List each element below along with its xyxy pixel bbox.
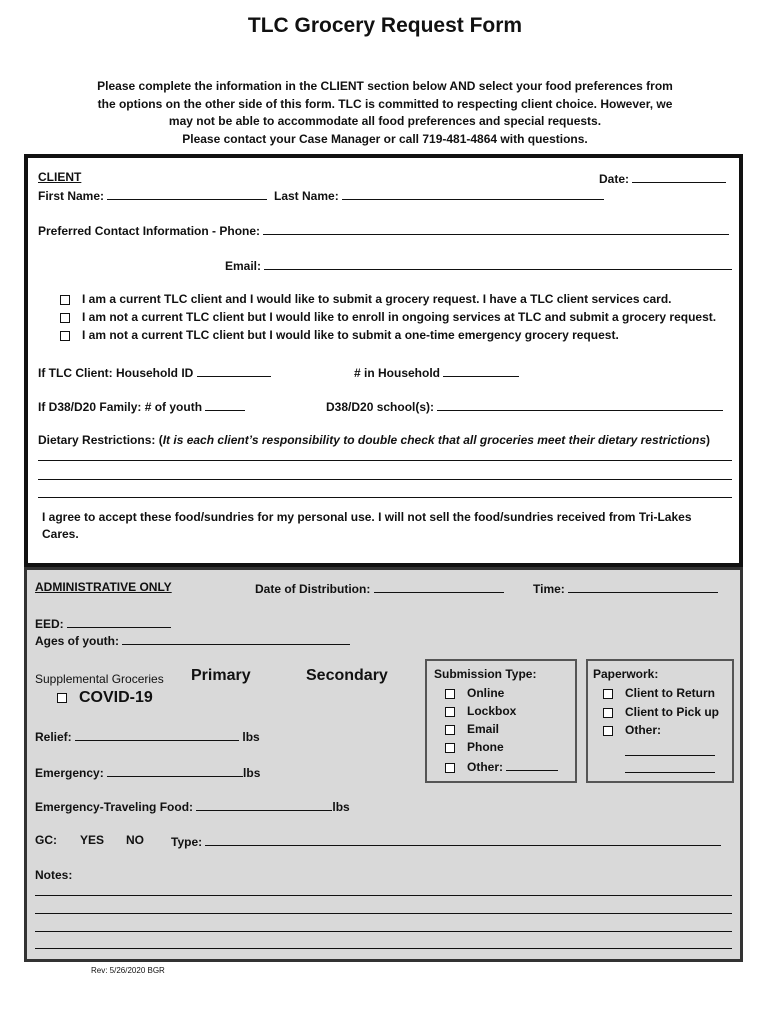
paperwork-option[interactable]: Client to Return <box>603 686 715 700</box>
paperwork-other-line[interactable] <box>625 755 715 756</box>
dietary-note: It is each client’s responsibility to double check that all groceries meet their dietary restrictions <box>162 433 706 447</box>
youth-count-field[interactable] <box>38 398 245 414</box>
household-id-input-line[interactable] <box>197 364 271 377</box>
distribution-date-label: Date of Distribution: <box>255 582 371 596</box>
youth-ages-input-line[interactable] <box>122 632 350 645</box>
client-section <box>24 154 743 567</box>
revision-footer: Rev: 5/26/2020 BGR <box>91 966 165 975</box>
household-id-field[interactable] <box>38 364 271 380</box>
gc-yes-option[interactable]: YES <box>80 833 105 847</box>
email-label: Email: <box>225 259 262 273</box>
intro-line: may not be able to accommodate all food preferences and special requests. <box>168 114 602 128</box>
relief-input-line[interactable] <box>75 728 239 741</box>
checkbox[interactable] <box>603 708 613 718</box>
client-option[interactable]: I am not a current TLC client but I would like to submit a one-time emergency grocery request. <box>60 328 619 342</box>
intro-line: Please contact your Case Manager or call 719-481-4864 with questions. <box>182 131 588 146</box>
notes-line[interactable] <box>35 895 732 896</box>
dietary-label: Dietary Restrictions: (It is each client’s responsibility to double check that all groceries meet their dietary restrictions) <box>38 433 710 447</box>
notes-line[interactable] <box>35 913 732 914</box>
client-option[interactable]: I am not a current TLC client but I would like to enroll in ongoing services at TLC and submit a grocery request. <box>60 310 716 324</box>
submission-type-heading: Submission Type: <box>434 667 537 681</box>
relief-unit: lbs <box>242 730 260 744</box>
gc-no-option[interactable]: NO <box>126 833 144 847</box>
youth-ages-field[interactable] <box>35 632 350 648</box>
phone-label: Preferred Contact Information - Phone: <box>38 224 261 238</box>
covid-option[interactable] <box>57 689 153 707</box>
primary-label[interactable]: Primary <box>191 667 251 684</box>
checkbox[interactable] <box>57 693 67 703</box>
household-count-field[interactable] <box>354 364 519 380</box>
traveling-food-field[interactable] <box>35 798 350 814</box>
checkbox[interactable] <box>445 763 455 773</box>
household-count-label: # in Household <box>354 366 441 380</box>
client-option[interactable]: I am a current TLC client and I would like to submit a grocery request. I have a TLC client services card. <box>60 292 672 306</box>
date-input-line[interactable] <box>632 170 726 183</box>
first-name-input-line[interactable] <box>107 187 267 200</box>
paperwork-option[interactable]: Other: <box>603 723 661 737</box>
household-id-label: If TLC Client: Household ID <box>38 366 194 380</box>
phone-input-line[interactable] <box>263 222 729 235</box>
youth-count-input-line[interactable] <box>205 398 245 411</box>
emergency-unit: lbs <box>243 766 261 780</box>
submission-other-input-line[interactable] <box>506 758 558 771</box>
checkbox[interactable] <box>445 707 455 717</box>
supplemental-label: Supplemental Groceries <box>35 672 164 686</box>
eed-label: EED: <box>35 617 64 631</box>
emergency-input-line[interactable] <box>107 764 243 777</box>
gc-type-label: Type: <box>171 835 203 849</box>
covid-label: COVID-19 <box>79 689 153 706</box>
submission-option[interactable]: Other: <box>445 758 558 774</box>
first-name-field[interactable] <box>38 187 267 203</box>
submission-option[interactable]: Lockbox <box>445 704 516 718</box>
time-label: Time: <box>533 582 565 596</box>
dietary-line[interactable] <box>38 497 732 498</box>
phone-field[interactable] <box>38 222 729 238</box>
relief-label: Relief: <box>35 730 72 744</box>
last-name-label: Last Name: <box>274 189 339 203</box>
distribution-date-input-line[interactable] <box>374 580 504 593</box>
date-field[interactable] <box>599 170 726 186</box>
submission-option[interactable]: Email <box>445 722 499 736</box>
checkbox[interactable] <box>603 689 613 699</box>
time-field[interactable] <box>533 580 718 596</box>
notes-line[interactable] <box>35 948 732 949</box>
checkbox[interactable] <box>60 313 70 323</box>
checkbox[interactable] <box>445 689 455 699</box>
checkbox[interactable] <box>445 743 455 753</box>
household-count-input-line[interactable] <box>443 364 519 377</box>
traveling-food-unit: lbs <box>332 800 350 814</box>
eed-field[interactable] <box>35 615 171 631</box>
checkbox[interactable] <box>60 331 70 341</box>
date-label: Date: <box>599 172 630 186</box>
emergency-field[interactable] <box>35 764 260 780</box>
dietary-line[interactable] <box>38 460 732 461</box>
school-field[interactable] <box>326 398 723 414</box>
agreement-line: I agree to accept these food/sundries for my personal use. I will not sell the food/sundries received from Tri-Lakes <box>42 510 692 524</box>
youth-count-label: If D38/D20 Family: # of youth <box>38 400 203 414</box>
email-field[interactable] <box>225 257 732 273</box>
school-input-line[interactable] <box>437 398 723 411</box>
admin-section <box>24 567 743 962</box>
intro-line: Please complete the information in the CLIENT section below AND select your food preferences from <box>97 79 673 93</box>
notes-line[interactable] <box>35 931 732 932</box>
traveling-food-label: Emergency-Traveling Food: <box>35 800 194 814</box>
paperwork-option[interactable]: Client to Pick up <box>603 705 719 719</box>
submission-option[interactable]: Phone <box>445 740 504 754</box>
intro-line: the options on the other side of this form. TLC is committed to respecting client choice. However, we <box>97 96 673 111</box>
secondary-label[interactable]: Secondary <box>306 667 388 684</box>
youth-ages-label: Ages of youth: <box>35 634 119 648</box>
last-name-input-line[interactable] <box>342 187 604 200</box>
school-label: D38/D20 school(s): <box>326 400 435 414</box>
paperwork-box <box>586 659 734 783</box>
paperwork-heading: Paperwork: <box>593 667 659 681</box>
checkbox[interactable] <box>445 725 455 735</box>
admin-heading: ADMINISTRATIVE ONLY <box>35 580 172 594</box>
form-title: TLC Grocery Request Form <box>247 14 523 37</box>
gc-label: GC: <box>35 833 57 847</box>
time-input-line[interactable] <box>568 580 718 593</box>
dietary-line[interactable] <box>38 479 732 480</box>
checkbox[interactable] <box>603 726 613 736</box>
submission-type-box <box>425 659 577 783</box>
intro-text <box>60 78 710 148</box>
submission-option[interactable]: Online <box>445 686 504 700</box>
relief-field[interactable] <box>35 728 260 744</box>
checkbox[interactable] <box>60 295 70 305</box>
first-name-label: First Name: <box>38 189 105 203</box>
paperwork-other-line[interactable] <box>625 772 715 773</box>
last-name-field[interactable] <box>274 187 604 203</box>
agreement-line: Cares. <box>42 527 79 541</box>
notes-label: Notes: <box>35 868 73 882</box>
eed-input-line[interactable] <box>67 615 171 628</box>
gc-type-field[interactable] <box>171 833 721 849</box>
traveling-food-input-line[interactable] <box>196 798 332 811</box>
client-heading: CLIENT <box>38 170 82 184</box>
emergency-label: Emergency: <box>35 766 104 780</box>
gc-type-input-line[interactable] <box>205 833 721 846</box>
email-input-line[interactable] <box>264 257 732 270</box>
distribution-date-field[interactable] <box>255 580 504 596</box>
